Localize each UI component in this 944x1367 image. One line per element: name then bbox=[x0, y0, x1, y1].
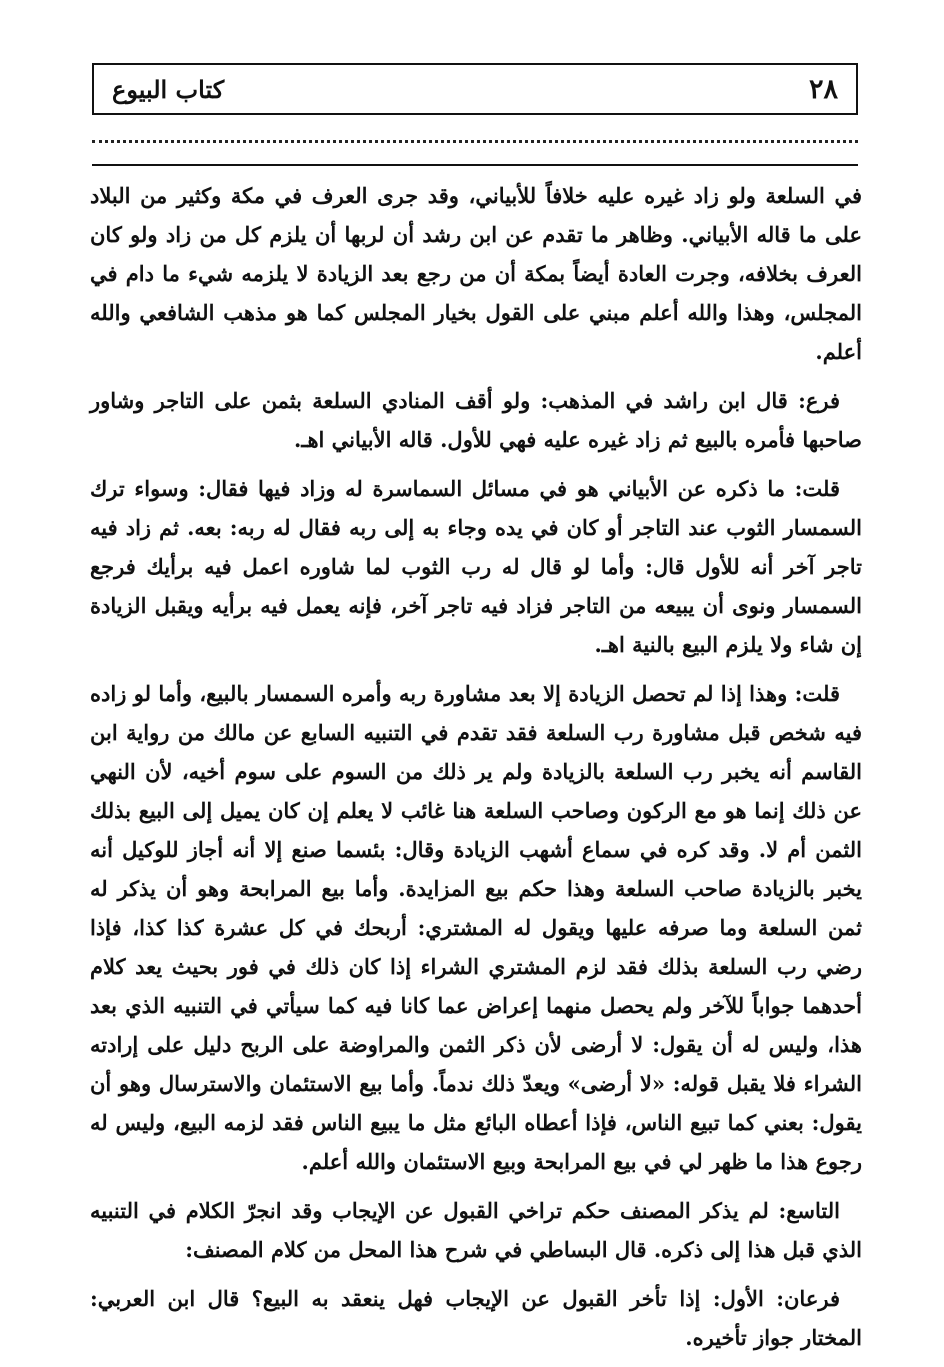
book-title: كتاب البيوع bbox=[112, 74, 225, 104]
paragraph-qultu-1: قلت: ما ذكره عن الأبياني هو في مسائل السماسرة له وزاد فيها فقال: وسواء ترك السمسار الثوب عند التاجر أو كان في يده وجاء به إلى ربه فقال له ربه: بعه. ثم زاد فيه تاجر آخر أنه للأول قال: وأما لو قال له رب الثوب لما شاوره اعمل فيه برأيك فرجع السمسار ونوى أن يبيعه من التاجر فزاد فيه تاجر آخر، فإنه يعمل فيه برأيه ويقبل الزيادة إن شاء ولا يلزم البيع بالنية اهـ. bbox=[90, 476, 862, 657]
paragraph-far-branch: فرع: قال ابن راشد في المذهب: ولو أقف المنادي السلعة بثمن على التاجر وشاور صاحبها فأمره بالبيع ثم زاد غيره عليه فهي للأول. قاله الأبياني اهـ. bbox=[90, 388, 862, 452]
page-number: ٢٨ bbox=[808, 73, 838, 105]
paragraph-qultu-2: قلت: وهذا إذا لم تحصل الزيادة إلا بعد مشاورة ربه وأمره السمسار بالبيع، وأما لو زاده فيه شخص قبل مشاورة رب السلعة فقد تقدم في التنبيه السابع عن مالك من رواية ابن القاسم أنه يخبر رب السلعة بالزيادة ولم ير ذلك من السوم على سوم أخيه، لأن النهي عن ذلك إنما هو مع الركون وصاحب السلعة هنا غائب لا يعلم إن كان يميل إلى البيع بذلك الثمن أم لا. وقد كره في سماع أشهب الزيادة وقال: بئسما صنع إلا أنه أجاز للوكيل أنه يخبر بالزيادة صاحب السلعة وهذا حكم بيع المزايدة. وأما بيع المرابحة وهو أن يذكر له ثمن السلعة وما صرفه عليها ويقول له المشتري: أربحك في كل عشرة كذا كذا، فإذا رضي رب السلعة بذلك فقد لزم المشتري الشراء إذا كان ذلك في فور بحيث يعد كلام أحدهما جواباً للآخر ولم يحصل منهما إعراض عما كانا فيه كما سيأتي في التنبيه الذي بعد هذا، وليس له أن يقول: لا أرضى لأن ذكر الثمن والمراوضة على الربح دليل على إرادته الشراء فلا يقبل قوله: «لا أرضى» ويعدّ ذلك ندماً. وأما بيع الاستئمان والاسترسال وهو أن يقول: بعني كما تبيع الناس، فإذا أعطاه البائع مثل ما يبيع الناس فقد لزمه البيع، وليس له رجوع هذا ما ظهر لي في بيع المرابحة وبيع الاستئمان والله أعلم. bbox=[90, 681, 862, 1174]
paragraph-two-branches: فرعان: الأول: إذا تأخر القبول عن الإيجاب فهل ينعقد به البيع؟ قال ابن العربي: المختار جواز تأخيره. bbox=[90, 1286, 862, 1350]
page-header bbox=[92, 63, 858, 115]
dotted-divider bbox=[92, 140, 858, 143]
paragraph-ninth-note: التاسع: لم يذكر المصنف حكم تراخي القبول عن الإيجاب وقد انجرّ الكلام في التنبيه الذي قبل هذا إلى ذكره. قال البساطي في شرح هذا المحل من كلام المصنف: bbox=[90, 1198, 862, 1262]
solid-divider bbox=[92, 164, 858, 166]
paragraph-continuation: في السلعة ولو زاد غيره عليه خلافاً للأبياني، وقد جرى العرف في مكة وكثير من البلاد على ما قاله الأبياني. وظاهر ما تقدم عن ابن رشد أن لربها أن يلزم كل من زاد ولو كان العرف بخلافه، وجرت العادة أيضاً بمكة أن من رجع بعد الزيادة لا يلزمه شيء ما دام في المجلس، وهذا والله أعلم مبني على القول بخيار المجلس كما هو مذهب الشافعي والله أعلم. bbox=[90, 183, 862, 364]
body-text bbox=[90, 176, 862, 1367]
